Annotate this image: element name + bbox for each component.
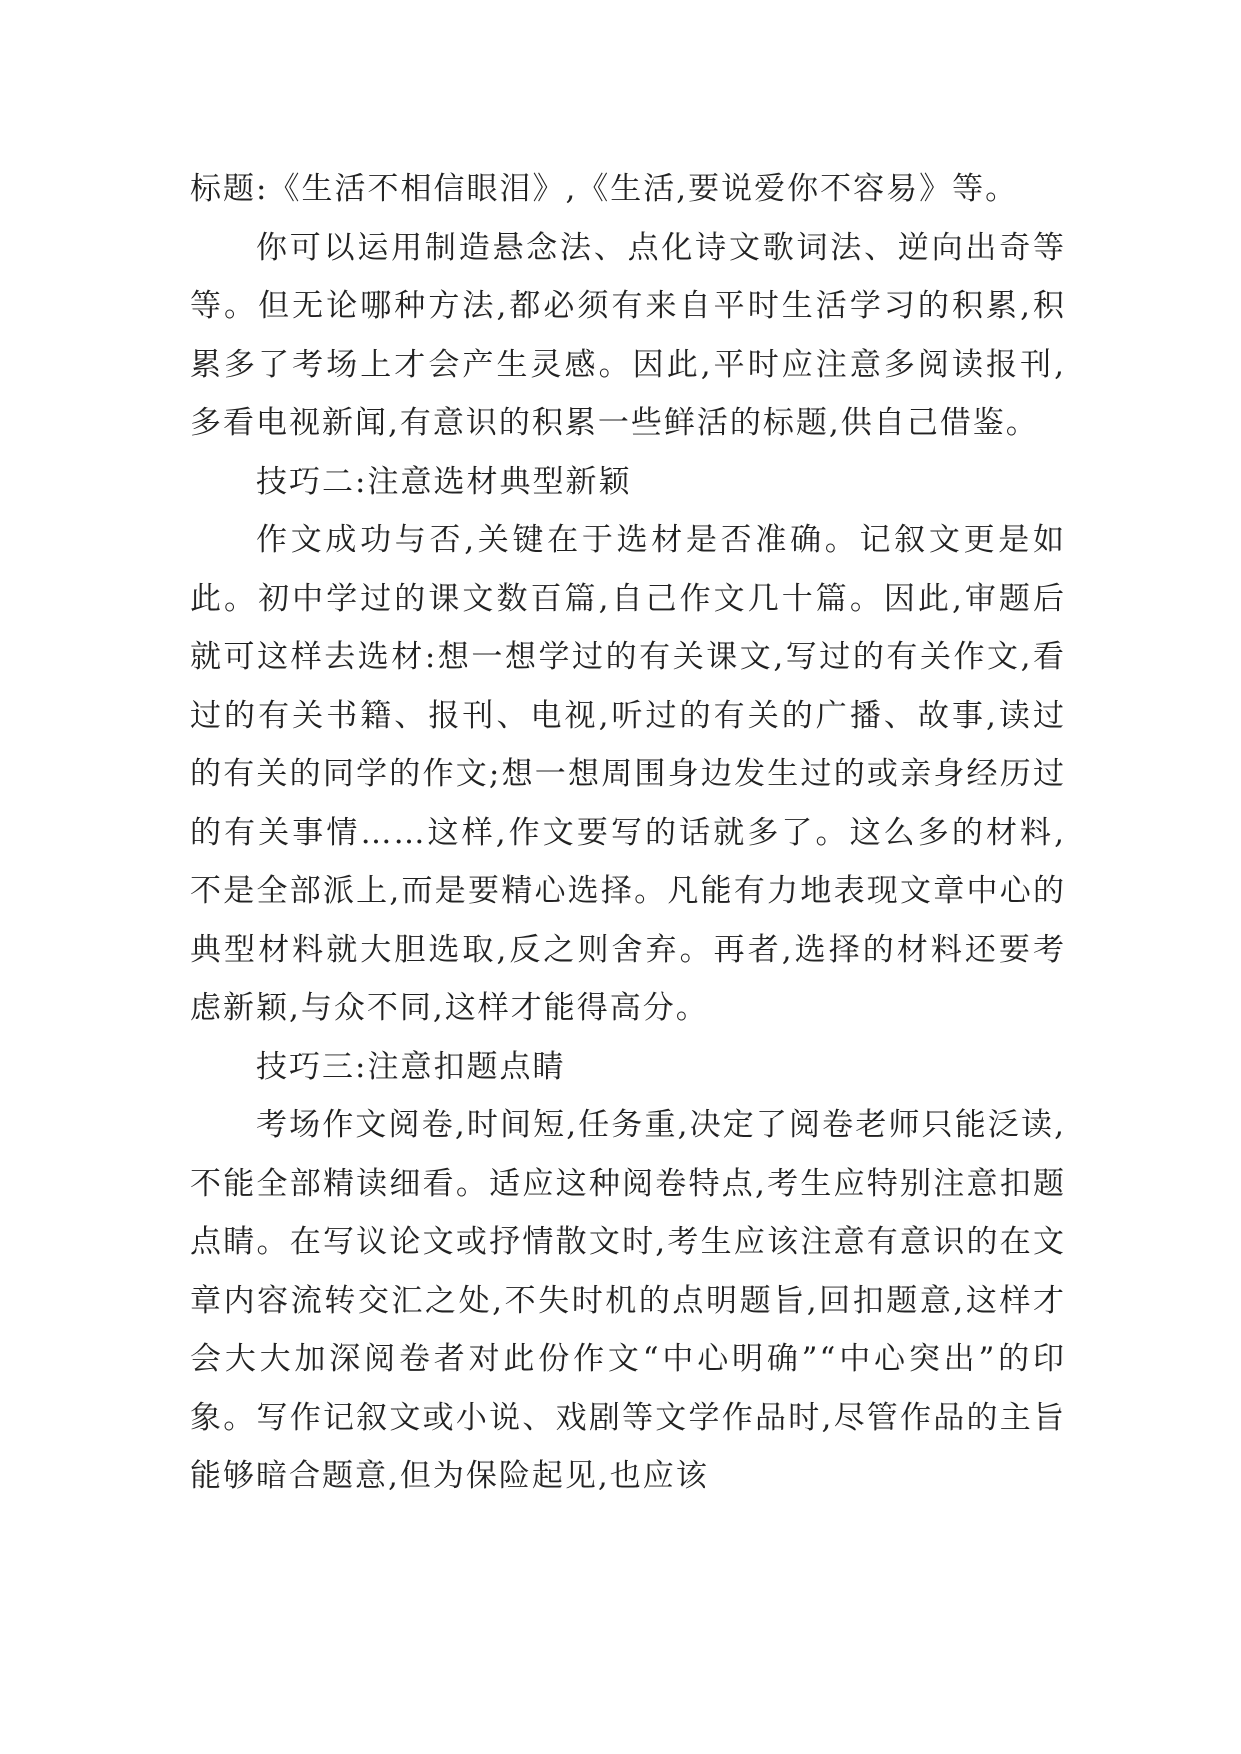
document-body xyxy=(190,160,1066,1506)
paragraph-theme-highlight: 考场作文阅卷,时间短,任务重,决定了阅卷老师只能泛读,不能全部精读细看。适应这种阅卷特点,考生应特别注意扣题点睛。在写议论文或抒情散文时,考生应该注意有意识的在文章内容流转交汇之处,不失时机的点明题旨,回扣题意,这样才会大大加深阅卷者对此份作文“中心明确”“中心突出”的印象。写作记叙文或小说、戏剧等文学作品时,尽管作品的主旨能够暗合题意,但为保险起见,也应该 xyxy=(190,1107,1066,1494)
paragraph-material-selection: 作文成功与否,关键在于选材是否准确。记叙文更是如此。初中学过的课文数百篇,自己作文几十篇。因此,审题后就可这样去选材:想一想学过的有关课文,写过的有关作文,看过的有关书籍、报刊、电视,听过的有关的广播、故事,读过的有关的同学的作文;想一想周围身边发生过的或亲身经历过的有关事情……这样,作文要写的话就多了。这么多的材料,不是全部派上,而是要精心选择。凡能有力地表现文章中心的典型材料就大胆选取,反之则舍弃。再者,选择的材料还要考虑新颖,与众不同,这样才能得高分。 xyxy=(190,522,1066,1026)
paragraph-title-examples: 标题:《生活不相信眼泪》,《生活,要说爱你不容易》等。 xyxy=(190,171,1019,207)
paragraph-title-methods: 你可以运用制造悬念法、点化诗文歌词法、逆向出奇等等。但无论哪种方法,都必须有来自平时生活学习的积累,积累多了考场上才会产生灵感。因此,平时应注意多阅读报刊,多看电视新闻,有意识的积累一些鲜活的标题,供自己借鉴。 xyxy=(190,229,1066,441)
heading-tip-two: 技巧二:注意选材典型新颖 xyxy=(256,463,632,500)
heading-tip-three: 技巧三:注意扣题点睛 xyxy=(256,1048,566,1085)
